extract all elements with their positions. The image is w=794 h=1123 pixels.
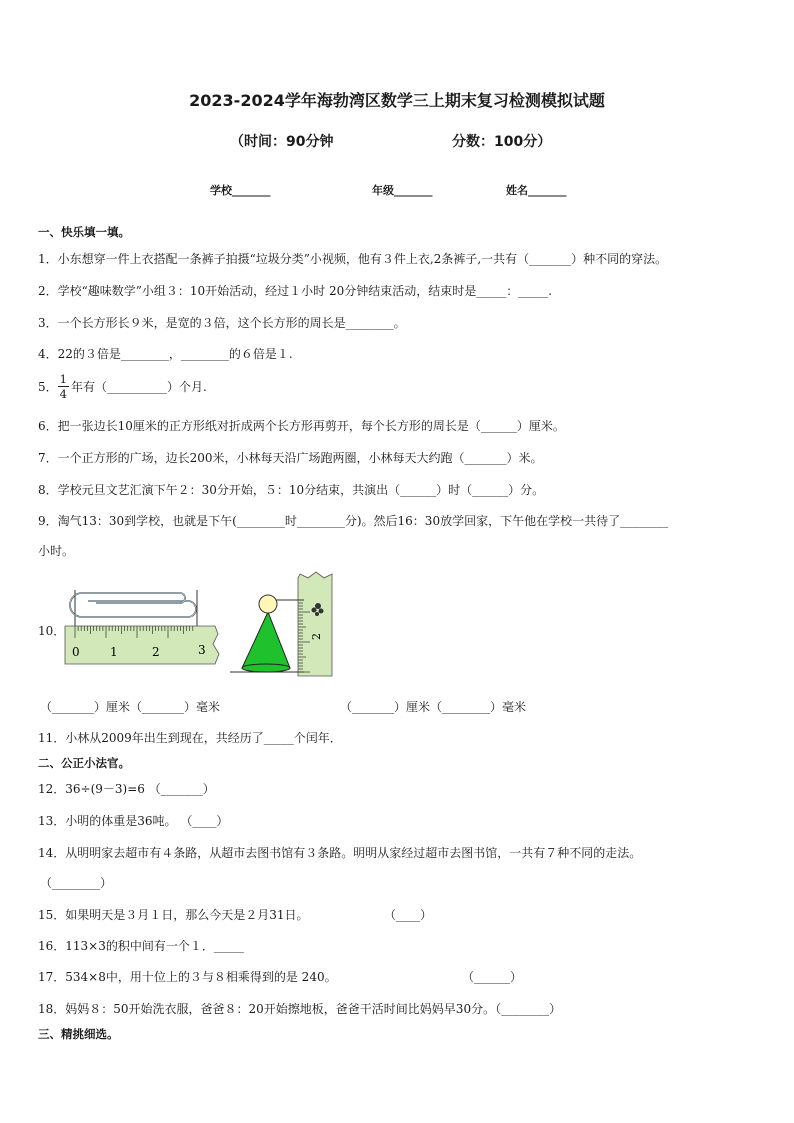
page-title: 2023-2024学年海勃湾区数学三上期末复习检测模拟试题	[189, 91, 605, 110]
ruler-label-2: 2	[152, 645, 160, 659]
question-7: 7．一个正方形的广场，边长200米，小林每天沿广场跑两圈，小林每天大约跑（_______）米。	[38, 451, 543, 465]
question-3: 3．一个长方形长９米，是宽的３倍，这个长方形的周长是________。	[38, 316, 406, 330]
cone-ruler-figure	[228, 568, 340, 682]
score-label: 分数：100分）	[452, 134, 552, 150]
question-11: 11．小林从2009年出生到现在，共经历了_____个闰年．	[38, 731, 342, 745]
question-16: 16．113×3的积中间有一个１．_____	[38, 939, 244, 953]
question-10: 10．	[38, 624, 66, 638]
ruler-label-1: 1	[110, 645, 118, 659]
question-5-text: 年有（__________）个月.	[70, 380, 207, 394]
question-9-line-2: 小时。	[38, 544, 75, 558]
fraction-numerator: 1	[59, 372, 67, 386]
question-17-answer: （______）	[462, 970, 523, 984]
question-10-answer-left: （_______）厘米（_______）毫米	[40, 700, 221, 714]
section-2-heading: 二、公正小法官。	[38, 756, 130, 770]
paperclip-icon	[70, 593, 196, 617]
question-13: 13．小明的体重是36吨。 （____）	[38, 814, 229, 828]
question-17: 17．534×8中，用十位上的３与８相乘得到的是 240。	[38, 970, 337, 984]
question-2: 2．学校“趣味数学”小组３：10开始活动，经过１小时 20分钟结束活动，结束时是_____：_____.	[38, 284, 553, 298]
school-field: 学校_______	[210, 184, 271, 197]
fraction	[58, 372, 69, 401]
cone-icon	[242, 612, 290, 668]
name-field: 姓名_______	[506, 184, 567, 197]
ruler-body	[65, 626, 219, 664]
vertical-ruler	[298, 572, 332, 676]
question-4: 4．22的３倍是________，________的６倍是１.	[38, 347, 293, 361]
question-14: 14．从明明家去超市有４条路，从超市去图书馆有３条路。明明从家经过超市去图书馆，一共有７种不同的走法。	[38, 846, 642, 860]
question-10-answer-right: （_______）厘米（________）毫米	[340, 700, 527, 714]
question-15-answer: （____）	[384, 908, 433, 922]
question-18: 18．妈妈８：50开始洗衣服，爸爸８：20开始擦地板，爸爸干活时间比妈妈早30分。（________）	[38, 1002, 562, 1016]
question-15: 15．如果明天是３月１日，那么今天是２月31日。	[38, 908, 309, 922]
time-label: （时间：90分钟	[230, 134, 334, 150]
ball-icon	[259, 595, 277, 613]
fraction-denominator: 4	[59, 387, 67, 401]
section-1-heading: 一、快乐填一填。	[38, 225, 130, 239]
cone-base	[242, 664, 290, 672]
question-9-line-1: 9．淘气13：30到学校，也就是下午(________时________分)。然后16：30放学回家，下午他在学校一共待了________	[38, 514, 669, 528]
vertical-ruler-label: 2	[310, 633, 323, 640]
grade-field: 年级_______	[372, 184, 433, 197]
question-1: 1．小东想穿一件上衣搭配一条裤子拍摄“垃圾分类”小视频，他有３件上衣,2条裤子,一共有（_______）种不同的穿法。	[38, 252, 668, 266]
question-5	[38, 372, 207, 401]
question-14-answer: （________）	[40, 876, 113, 890]
ruler-label-3: 3	[198, 643, 206, 657]
paperclip-ruler-figure	[60, 588, 226, 668]
question-6: 6．把一张边长10厘米的正方形纸对折成两个长方形再剪开，每个长方形的周长是（______）厘米。	[38, 419, 565, 433]
ruler-label-0: 0	[72, 645, 80, 659]
question-5-prefix: 5．	[38, 380, 58, 394]
question-8: 8．学校元旦文艺汇演下午２：30分开始，５：10分结束，共演出（______）时（______）分。	[38, 483, 545, 497]
question-12: 12．36÷(9－3)=6 （_______）	[38, 782, 215, 796]
section-3-heading: 三、精挑细选。	[38, 1027, 119, 1041]
